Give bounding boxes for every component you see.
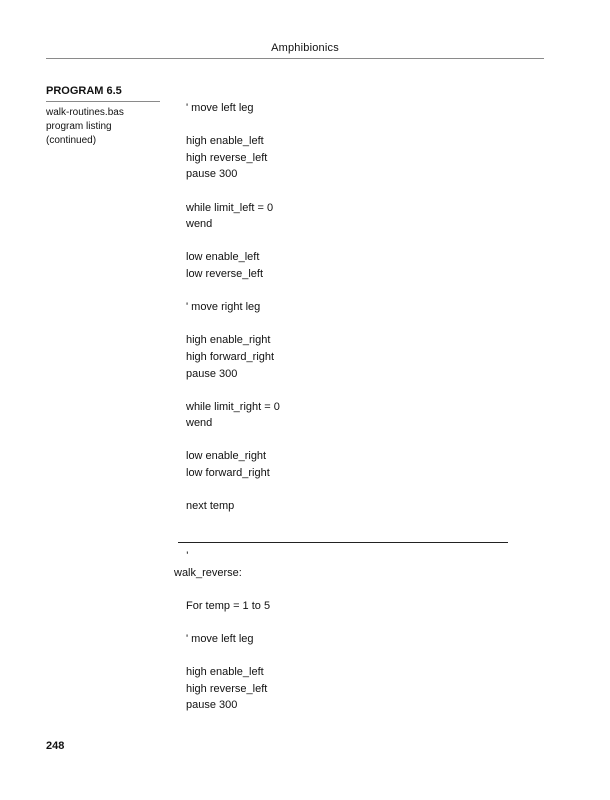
routine-label: walk_reverse: <box>174 566 242 579</box>
code-line <box>174 648 554 665</box>
code-line: pause 300 <box>186 168 238 181</box>
separator-comment-mark: ' <box>186 550 189 563</box>
code-line <box>174 382 554 399</box>
code-line <box>174 233 554 250</box>
program-title: PROGRAM 6.5 <box>46 85 122 97</box>
code-line: high enable_left <box>186 666 264 679</box>
code-line: low enable_right <box>186 450 267 463</box>
code-line: while limit_right = 0 <box>186 400 280 413</box>
code-line: wend <box>186 218 213 231</box>
code-line <box>174 183 554 200</box>
code-line: high enable_left <box>186 135 264 148</box>
caption-line: program listing <box>46 121 112 132</box>
code-line: For temp = 1 to 5 <box>186 599 271 612</box>
code-line: ' move left leg <box>186 633 254 645</box>
running-header-title: Amphibionics <box>271 42 339 54</box>
program-caption <box>46 106 160 148</box>
code-listing <box>174 100 554 714</box>
code-line: while limit_left = 0 <box>186 201 274 214</box>
page-number: 248 <box>46 740 65 752</box>
code-line <box>174 283 554 300</box>
separator-comment-line <box>174 531 554 563</box>
code-line <box>174 117 554 134</box>
code-line: pause 300 <box>186 367 238 380</box>
code-line: low enable_left <box>186 251 260 264</box>
separator-rule <box>178 542 508 543</box>
code-line: ' move left leg <box>186 102 254 114</box>
program-title-rule <box>46 101 160 102</box>
code-line: wend <box>186 417 213 430</box>
code-line: high enable_right <box>186 334 271 347</box>
code-line: high reverse_left <box>186 151 268 164</box>
code-line: ' move right leg <box>186 301 261 314</box>
code-line: high reverse_left <box>186 682 268 695</box>
code-line <box>174 515 554 532</box>
caption-line: walk-routines.bas <box>46 107 124 118</box>
header-rule <box>46 58 544 59</box>
code-line: next temp <box>186 500 235 513</box>
code-line <box>174 581 554 598</box>
code-line <box>174 316 554 333</box>
caption-line: (continued) <box>46 135 97 146</box>
code-line: high forward_right <box>186 350 275 363</box>
code-line: low forward_right <box>186 467 270 480</box>
code-line <box>174 548 554 565</box>
code-line: pause 300 <box>186 699 238 712</box>
code-line <box>174 432 554 449</box>
code-line <box>174 482 554 499</box>
program-sidebar <box>46 85 160 148</box>
code-line: low reverse_left <box>186 267 264 280</box>
code-line <box>174 614 554 631</box>
